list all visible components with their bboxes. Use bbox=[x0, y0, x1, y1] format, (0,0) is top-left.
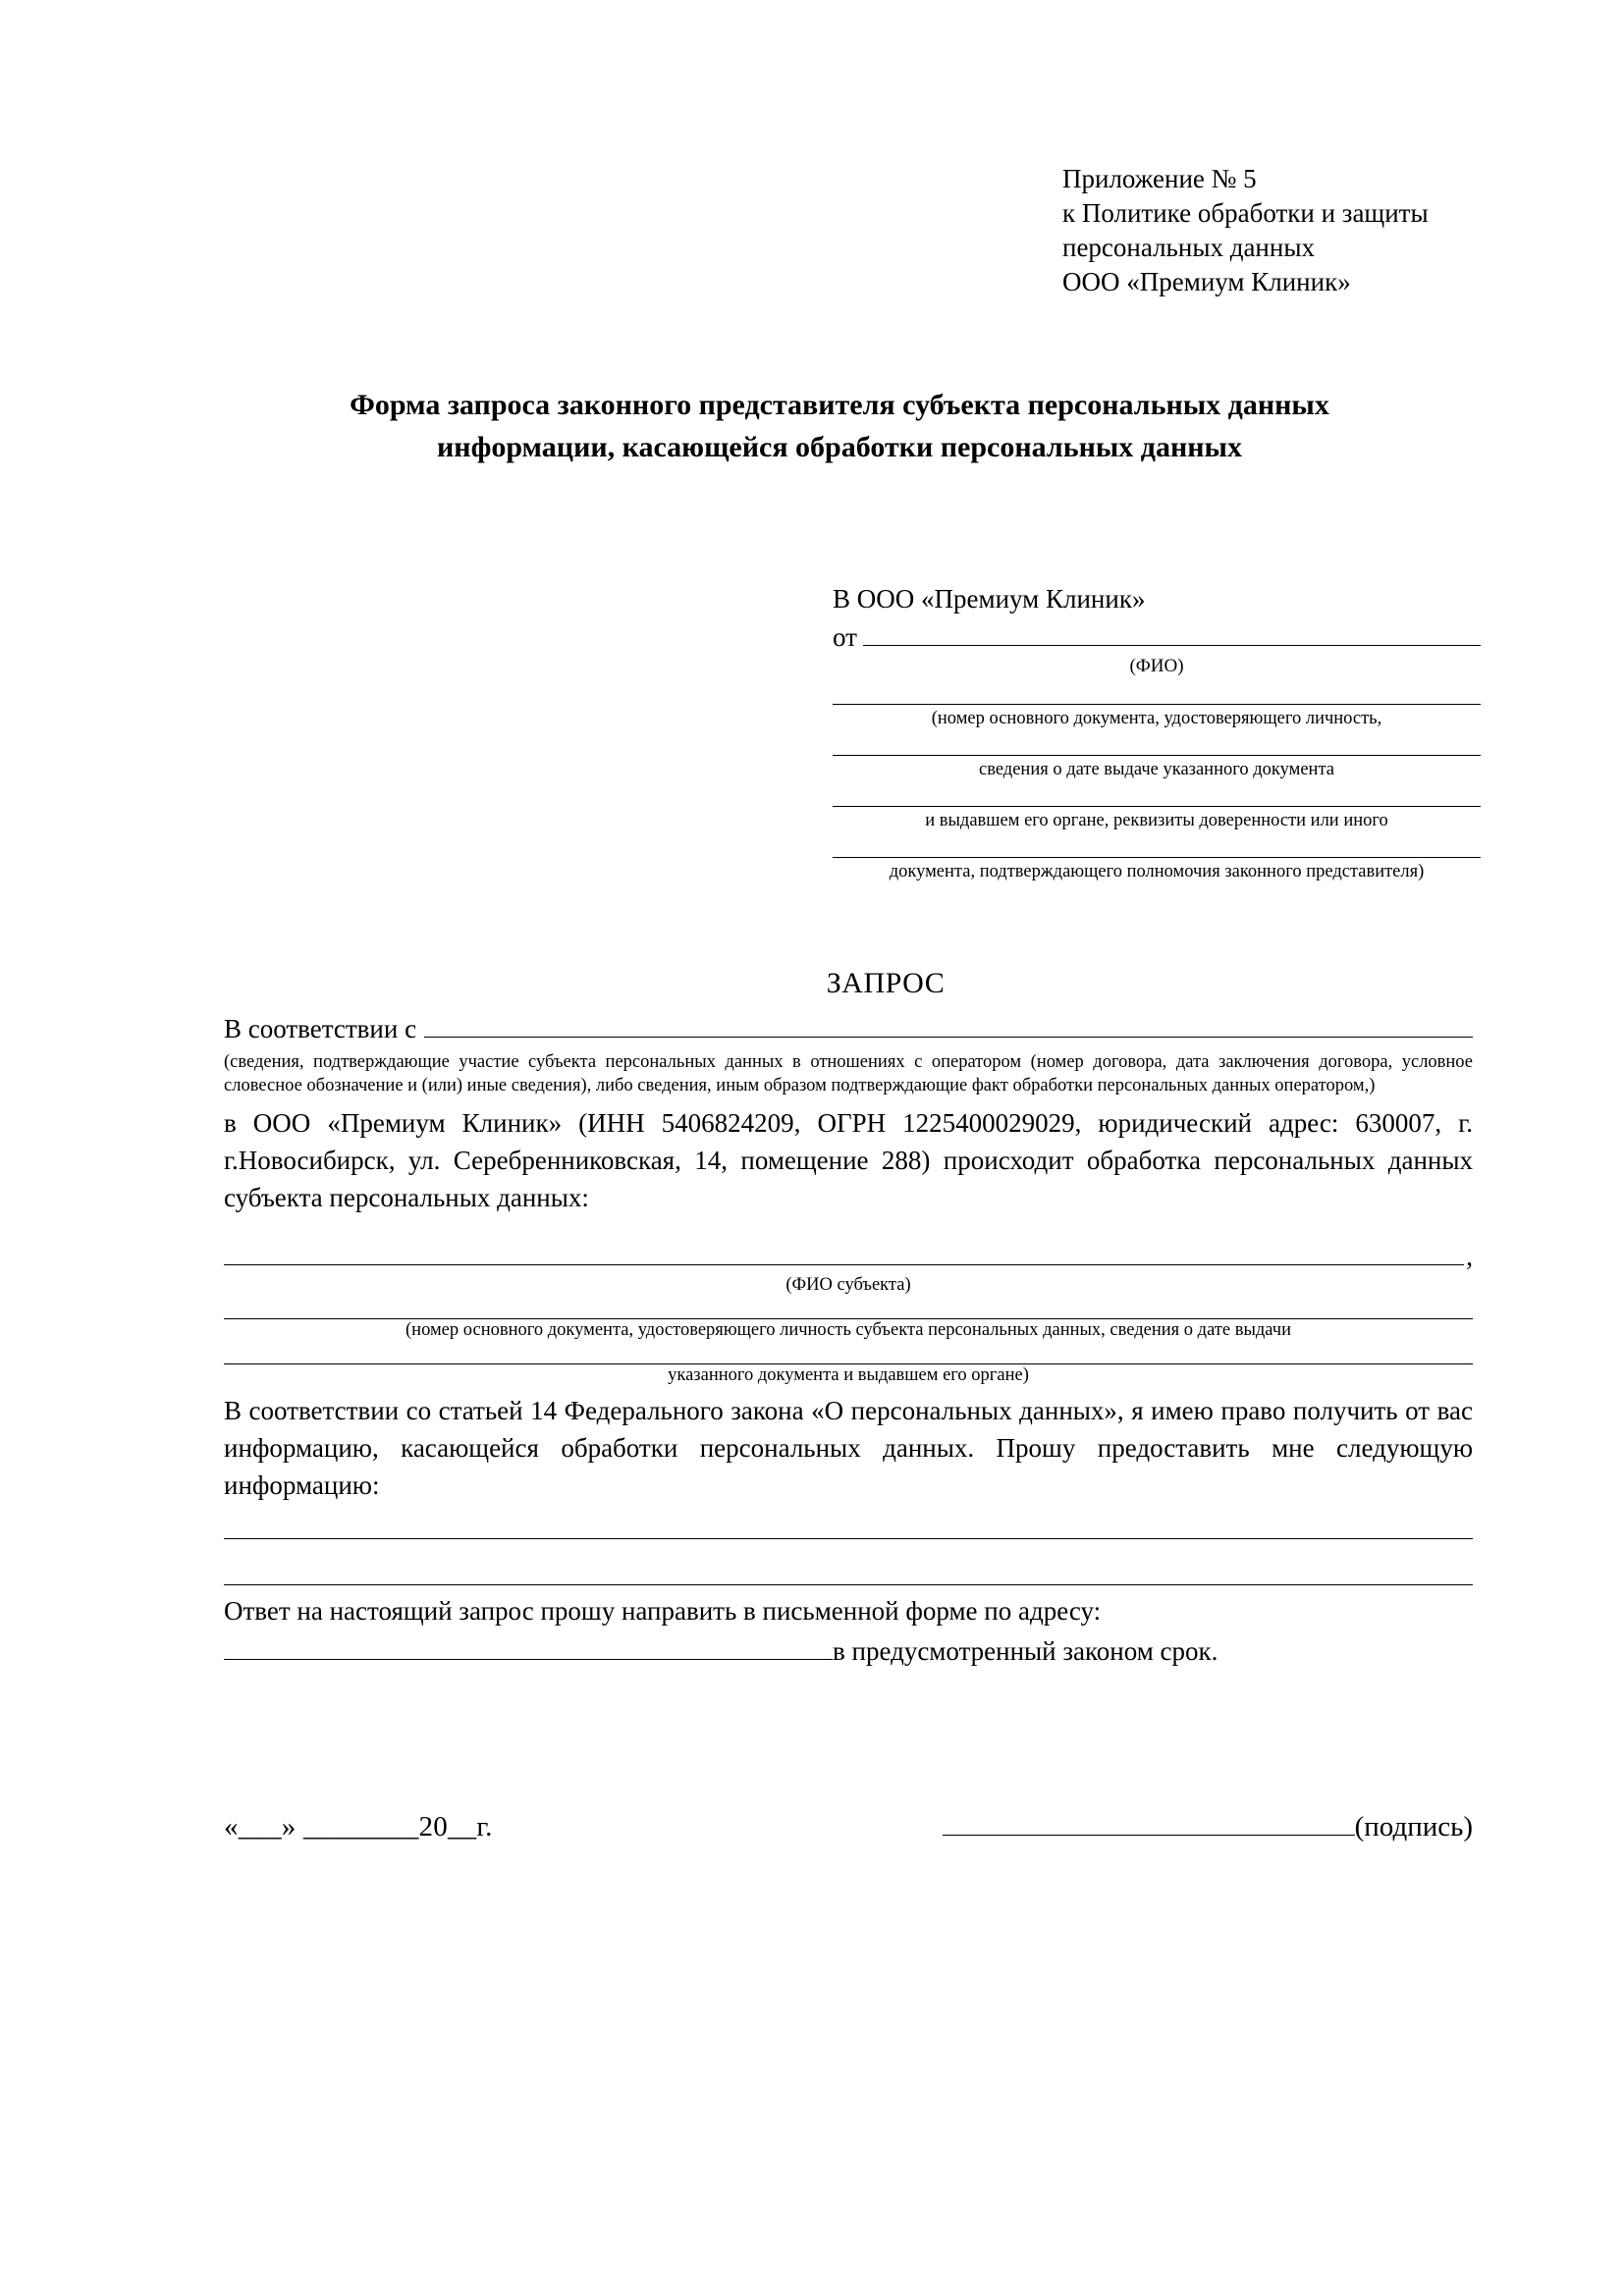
appendix-header-line-3: персональных данных bbox=[1062, 233, 1315, 263]
signature-row bbox=[224, 1811, 1473, 1843]
request-body bbox=[224, 1011, 1473, 1670]
page-title-line-2: информации, касающейся обработки персональных данных bbox=[437, 430, 1242, 463]
signature-field bbox=[943, 1811, 1473, 1843]
from-caption-fio: (ФИО) bbox=[1129, 656, 1184, 676]
organization-paragraph: в ООО «Премиум Клиник» (ИНН 5406824209, ОГРН 1225400029029, юридический адрес: 630007, г. г.Новосибирск, ул. Серебренниковская, 14, помещение 288) происходит обработка персональных данных субъекта персональных данных: bbox=[224, 1108, 1473, 1212]
doc-caption-1: (номер основного документа, удостоверяющего личность, bbox=[931, 708, 1382, 728]
request-heading-text: ЗАПРОС bbox=[826, 967, 946, 999]
doc-input-line-3[interactable] bbox=[833, 806, 1481, 807]
from-field-row bbox=[833, 622, 1481, 653]
appendix-header-line-4: ООО «Премиум Клиник» bbox=[1062, 267, 1351, 297]
in-accordance-label: В соответствии с bbox=[224, 1014, 417, 1043]
signature-input-line[interactable] bbox=[943, 1817, 1355, 1836]
doc-caption-2: сведения о дате выдаче указанного документа bbox=[979, 759, 1334, 779]
appendix-header-line-1: Приложение № 5 bbox=[1062, 164, 1257, 193]
info-input-line-1[interactable] bbox=[224, 1538, 1473, 1539]
answer-instruction-line-1: Ответ на настоящий запрос прошу направить в письменной форме по адресу: bbox=[224, 1595, 1102, 1626]
appendix-header bbox=[1062, 162, 1534, 299]
page-title bbox=[206, 385, 1473, 468]
subject-fio-input-line[interactable] bbox=[224, 1247, 1464, 1265]
in-accordance-caption: (сведения, подтверждающие участие субъекта персональных данных в отношениях с оператором (номер договора, дата заключения договора, условное словесное обозначение и (или) иные сведения), либо сведения, иным образом подтверждающие факт обработки персональных данных оператором,) bbox=[224, 1052, 1473, 1096]
doc-caption-3: и выдавшем его органе, реквизиты доверенности или иного bbox=[925, 811, 1388, 831]
date-field[interactable]: «___» ________20__г. bbox=[224, 1811, 493, 1842]
addressee-block bbox=[833, 584, 1481, 883]
answer-address-row bbox=[224, 1633, 1473, 1669]
subject-fio-caption: (ФИО субъекта) bbox=[785, 1274, 911, 1295]
appendix-header-line-2: к Политике обработки и защиты bbox=[1062, 198, 1429, 229]
doc-input-line-2[interactable] bbox=[833, 755, 1481, 756]
answer-address-input-line[interactable] bbox=[224, 1641, 833, 1660]
doc-caption-4: документа, подтверждающего полномочия законного представителя) bbox=[889, 862, 1425, 882]
request-heading bbox=[0, 967, 1624, 1000]
addressee-organization: В ООО «Премиум Клиник» bbox=[833, 584, 1146, 614]
subject-fio-row bbox=[224, 1239, 1473, 1274]
in-accordance-input-line[interactable] bbox=[424, 1017, 1473, 1038]
doc-input-line-4[interactable] bbox=[833, 857, 1481, 858]
law-paragraph: В соответствии со статьей 14 Федерального закона «О персональных данных», я имею право получить от вас информацию, касающейся обработки персональных данных. Прошу предоставить мне следующую информацию: bbox=[224, 1396, 1473, 1500]
from-label: от bbox=[833, 622, 857, 652]
from-input-line[interactable] bbox=[863, 625, 1481, 646]
in-accordance-row bbox=[224, 1011, 1473, 1046]
doc-input-line-1[interactable] bbox=[833, 704, 1481, 705]
subject-doc-caption-1: (номер основного документа, удостоверяющего личность субъекта персональных данных, сведения о дате выдачи bbox=[406, 1319, 1291, 1340]
page-title-line-1: Форма запроса законного представителя субъекта персональных данных bbox=[350, 389, 1329, 421]
subject-fio-comma: , bbox=[1466, 1241, 1473, 1271]
signature-label: (подпись) bbox=[1354, 1811, 1473, 1842]
answer-instruction-line-2: в предусмотренный законом срок. bbox=[833, 1636, 1218, 1667]
info-input-line-2[interactable] bbox=[224, 1584, 1473, 1585]
subject-doc-caption-2: указанного документа и выдавшем его органе) bbox=[668, 1365, 1029, 1386]
